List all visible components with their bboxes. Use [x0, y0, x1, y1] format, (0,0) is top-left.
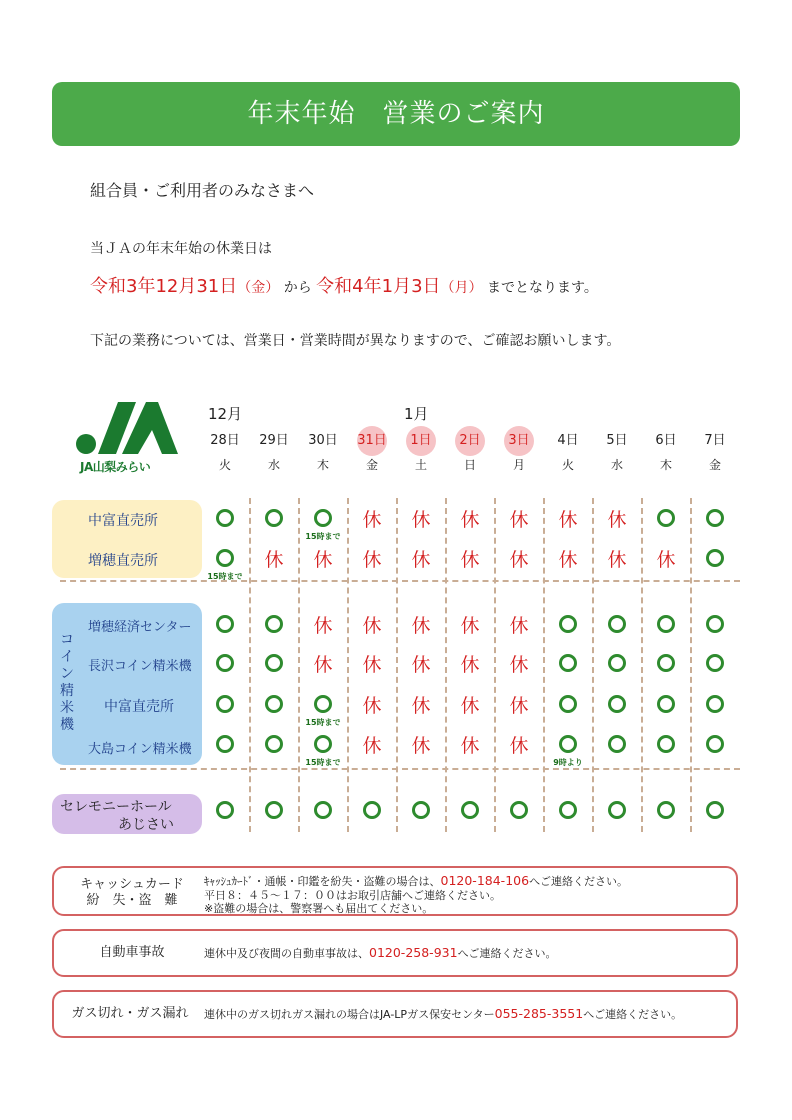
date-text: 1日: [410, 433, 432, 448]
open-circle-icon: [608, 654, 626, 672]
schedule-cell: [401, 543, 441, 577]
closed-mark: 休: [509, 735, 529, 757]
column-divider: [298, 498, 300, 832]
row-label-ceremony-2: あじさい: [118, 817, 174, 833]
schedule-cell: [646, 795, 686, 829]
schedule-cell: [597, 543, 637, 577]
closure-from: から: [283, 280, 312, 296]
schedule-cell: [597, 795, 637, 829]
schedule-cell: [352, 648, 392, 682]
column-divider: [641, 498, 643, 832]
closure-start: 令和3年12月31日: [90, 276, 238, 297]
closed-mark: 休: [411, 549, 431, 571]
schedule-cell: [254, 609, 294, 643]
open-circle-icon: [216, 549, 234, 567]
row-label-oshima: 大島コイン精米機: [88, 742, 192, 757]
closed-mark: 休: [313, 615, 333, 637]
closed-mark: 休: [460, 695, 480, 717]
schedule-cell: [548, 689, 588, 723]
schedule-cell: [254, 795, 294, 829]
schedule-cell: [450, 543, 490, 577]
schedule-cell: [499, 503, 539, 537]
hours-note: 9時より: [553, 758, 583, 767]
info-cashcard-line3: ※盗難の場合は、警察署へも届出てください。: [204, 902, 434, 915]
schedule-cell: [695, 503, 735, 537]
open-circle-icon: [216, 801, 234, 819]
date-label: [597, 426, 637, 456]
date-text: 28日: [210, 433, 240, 448]
column-divider: [543, 498, 545, 832]
closed-mark: 休: [460, 615, 480, 637]
schedule-cell: [401, 648, 441, 682]
closed-mark: 休: [460, 549, 480, 571]
date-text: 30日: [308, 433, 338, 448]
schedule-cell: [205, 543, 245, 581]
date-label: [499, 426, 539, 456]
logo-text: JA山梨みらい: [80, 460, 151, 474]
open-circle-icon: [706, 695, 724, 713]
column-divider: [396, 498, 398, 832]
closed-mark: 休: [460, 654, 480, 676]
schedule-cell: [352, 503, 392, 537]
schedule-cell: [695, 795, 735, 829]
info-car-line1-post: へご連絡ください。: [457, 947, 557, 960]
info-cashcard-line1: ｷｬｯｼｭｶｰﾄﾞ・通帳・印鑑を紛失・盗難の場合は、: [204, 875, 441, 888]
info-car-line1: 連休中及び夜間の自動車事故は、: [204, 947, 369, 960]
schedule-cell: [352, 689, 392, 723]
open-circle-icon: [216, 695, 234, 713]
closed-mark: 休: [411, 735, 431, 757]
greeting: 組合員・ご利用者のみなさまへ: [90, 181, 315, 200]
info-cashcard-line2: 平日８：４５～１７：００はお取引店舗へご連絡ください。: [204, 888, 501, 902]
closed-mark: 休: [313, 654, 333, 676]
weekday-label: 金: [365, 458, 378, 472]
schedule-cell: [303, 689, 343, 727]
schedule-cell: [597, 689, 637, 723]
intro-text: 当ＪＡの年末年始の休業日は: [90, 241, 272, 257]
date-text: 7日: [704, 433, 726, 448]
schedule-cell: [352, 795, 392, 829]
schedule-cell: [646, 648, 686, 682]
date-label: [646, 426, 686, 456]
schedule-cell: [597, 648, 637, 682]
schedule-cell: [450, 729, 490, 763]
schedule-cell: [499, 689, 539, 723]
row-label-nagasawa: 長沢コイン精米機: [88, 659, 192, 674]
info-label-car-accident: 自動車事故: [99, 945, 165, 960]
section-divider: [60, 768, 740, 770]
weekday-label: 日: [463, 458, 476, 472]
schedule-cell: [548, 795, 588, 829]
schedule-cell: [205, 648, 245, 682]
schedule-cell: [303, 503, 343, 541]
open-circle-icon: [559, 615, 577, 633]
schedule-cell: [646, 503, 686, 537]
open-circle-icon: [265, 695, 283, 713]
open-circle-icon: [265, 509, 283, 527]
schedule-cell: [548, 503, 588, 537]
weekday-label: 土: [414, 458, 427, 472]
schedule-cell: [303, 648, 343, 682]
schedule-cell: [597, 609, 637, 643]
open-circle-icon: [510, 801, 528, 819]
schedule-cell: [597, 729, 637, 763]
open-circle-icon: [265, 615, 283, 633]
info-text-car-accident: [204, 946, 557, 961]
date-text: 5日: [606, 433, 628, 448]
closed-mark: 休: [411, 695, 431, 717]
column-divider: [249, 498, 251, 832]
schedule-cell: [450, 503, 490, 537]
weekday-label: 火: [218, 458, 231, 472]
open-circle-icon: [216, 654, 234, 672]
schedule-cell: [548, 609, 588, 643]
open-circle-icon: [706, 735, 724, 753]
hours-note: 15時まで: [207, 572, 243, 581]
schedule-cell: [695, 729, 735, 763]
closed-mark: 休: [509, 549, 529, 571]
date-text: 2日: [459, 433, 481, 448]
closure-dates: [90, 272, 598, 298]
closed-mark: 休: [509, 654, 529, 676]
date-label: [548, 426, 588, 456]
month-label-jan: 1月: [404, 405, 429, 423]
row-label-nakatomi: 中富直売所: [88, 513, 158, 529]
schedule-cell: [450, 648, 490, 682]
hours-note: 15時まで: [305, 758, 341, 767]
schedule-cell: [646, 543, 686, 577]
date-label: [205, 426, 245, 456]
info-text-gas: [204, 1007, 682, 1022]
open-circle-icon: [559, 695, 577, 713]
schedule-cell: [450, 609, 490, 643]
schedule-cell: [254, 689, 294, 723]
open-circle-icon: [559, 654, 577, 672]
info-cashcard-phone: 0120-184-106: [440, 873, 530, 888]
schedule-cell: [695, 543, 735, 577]
schedule-cell: [401, 689, 441, 723]
schedule-cell: [205, 609, 245, 643]
row-label-nakatomi-mill: 中富直売所: [104, 699, 174, 715]
column-divider: [592, 498, 594, 832]
schedule-cell: [352, 543, 392, 577]
closed-mark: 休: [362, 549, 382, 571]
closed-mark: 休: [362, 654, 382, 676]
date-label: [401, 426, 441, 456]
closed-mark: 休: [607, 549, 627, 571]
closed-mark: 休: [362, 735, 382, 757]
info-box-cashcard: [52, 866, 738, 916]
hours-note: 15時まで: [305, 532, 341, 541]
closed-mark: 休: [460, 509, 480, 531]
date-text: 29日: [259, 433, 289, 448]
schedule-cell: [303, 795, 343, 829]
schedule-cell: [499, 543, 539, 577]
open-circle-icon: [265, 801, 283, 819]
schedule-cell: [401, 503, 441, 537]
schedule-cell: [303, 543, 343, 577]
open-circle-icon: [216, 735, 234, 753]
info-box-car-accident: [52, 929, 738, 977]
schedule-cell: [205, 689, 245, 723]
open-circle-icon: [216, 615, 234, 633]
column-divider: [494, 498, 496, 832]
open-circle-icon: [363, 801, 381, 819]
open-circle-icon: [559, 801, 577, 819]
weekday-label: 金: [708, 458, 721, 472]
weekday-label: 木: [659, 458, 672, 472]
weekday-label: 水: [267, 458, 280, 472]
open-circle-icon: [657, 695, 675, 713]
info-label-gas: ガス切れ・ガス漏れ: [71, 1006, 189, 1021]
closed-mark: 休: [362, 695, 382, 717]
schedule-cell: [695, 609, 735, 643]
schedule-cell: [646, 689, 686, 723]
date-label: [254, 426, 294, 456]
schedule-cell: [254, 729, 294, 763]
notice-text: 下記の業務については、営業日・営業時間が異なりますので、ご確認お願いします。: [90, 333, 621, 349]
open-circle-icon: [265, 735, 283, 753]
date-text: 4日: [557, 433, 579, 448]
open-circle-icon: [706, 549, 724, 567]
open-circle-icon: [706, 509, 724, 527]
open-circle-icon: [314, 735, 332, 753]
closed-mark: 休: [362, 615, 382, 637]
open-circle-icon: [657, 509, 675, 527]
closed-mark: 休: [509, 695, 529, 717]
row-label-masuho: 増穂直売所: [88, 553, 158, 569]
info-gas-line1: 連休中のガス切れガス漏れの場合はJA-LPガス保安センター: [204, 1008, 495, 1021]
schedule-cell: [205, 729, 245, 763]
schedule-cell: [401, 795, 441, 829]
column-divider: [690, 498, 692, 832]
schedule-cell: [254, 648, 294, 682]
open-circle-icon: [657, 615, 675, 633]
schedule-cell: [205, 503, 245, 537]
info-text-cashcard: [204, 874, 628, 916]
row-label-ceremony: セレモニーホール: [60, 799, 172, 815]
open-circle-icon: [559, 735, 577, 753]
info-gas-phone: 055-285-3551: [494, 1006, 584, 1021]
closed-mark: 休: [460, 735, 480, 757]
open-circle-icon: [216, 509, 234, 527]
date-text: 31日: [357, 433, 387, 448]
info-cashcard-line1-post: へご連絡ください。: [529, 875, 629, 888]
schedule-cell: [499, 795, 539, 829]
weekday-label: 木: [316, 458, 329, 472]
closed-mark: 休: [264, 549, 284, 571]
closure-suffix: までとなります。: [486, 280, 598, 296]
schedule-cell: [450, 795, 490, 829]
closed-mark: 休: [411, 509, 431, 531]
page-title-banner: 年末年始 営業のご案内: [52, 82, 740, 146]
open-circle-icon: [608, 615, 626, 633]
closed-mark: 休: [411, 615, 431, 637]
closed-mark: 休: [509, 509, 529, 531]
open-circle-icon: [314, 509, 332, 527]
closed-mark: 休: [656, 549, 676, 571]
info-label-lost-stolen: 紛 失・盗 難: [86, 893, 178, 908]
date-label: [303, 426, 343, 456]
info-car-phone: 0120-258-931: [369, 945, 458, 960]
open-circle-icon: [608, 695, 626, 713]
closed-mark: 休: [362, 509, 382, 531]
open-circle-icon: [314, 801, 332, 819]
open-circle-icon: [657, 654, 675, 672]
weekday-label: 月: [512, 458, 525, 472]
open-circle-icon: [706, 801, 724, 819]
schedule-cell: [352, 609, 392, 643]
open-circle-icon: [706, 615, 724, 633]
schedule-cell: [695, 648, 735, 682]
closed-mark: 休: [411, 654, 431, 676]
schedule-cell: [303, 609, 343, 643]
schedule-cell: [254, 503, 294, 537]
date-label: [695, 426, 735, 456]
closure-end-dow: （月）: [440, 280, 483, 296]
schedule-cell: [646, 729, 686, 763]
info-gas-line1-post: へご連絡ください。: [583, 1008, 683, 1021]
date-label: [352, 426, 392, 456]
schedule-cell: [303, 729, 343, 767]
open-circle-icon: [461, 801, 479, 819]
schedule-cell: [499, 609, 539, 643]
schedule-cell: [548, 648, 588, 682]
closed-mark: 休: [313, 549, 333, 571]
schedule-cell: [548, 729, 588, 767]
info-label-cashcard: キャッシュカード: [80, 877, 184, 892]
closure-start-dow: （金）: [237, 280, 280, 296]
open-circle-icon: [314, 695, 332, 713]
schedule-cell: [646, 609, 686, 643]
schedule-cell: [695, 689, 735, 723]
row-label-masuho-keizai: 増穂経済センター: [88, 620, 192, 635]
closed-mark: 休: [607, 509, 627, 531]
date-label: [450, 426, 490, 456]
open-circle-icon: [608, 801, 626, 819]
closure-end: 令和4年1月3日: [316, 276, 441, 297]
schedule-cell: [548, 543, 588, 577]
rice-mill-group-label: コイン精米機: [60, 632, 74, 733]
date-text: 3日: [508, 433, 530, 448]
column-divider: [445, 498, 447, 832]
closed-mark: 休: [509, 615, 529, 637]
schedule-cell: [401, 729, 441, 763]
weekday-label: 火: [561, 458, 574, 472]
schedule-cell: [499, 648, 539, 682]
open-circle-icon: [412, 801, 430, 819]
schedule-cell: [352, 729, 392, 763]
schedule-cell: [254, 543, 294, 577]
hours-note: 15時まで: [305, 718, 341, 727]
open-circle-icon: [265, 654, 283, 672]
schedule-cell: [205, 795, 245, 829]
month-label-dec: 12月: [208, 405, 243, 423]
schedule-cell: [401, 609, 441, 643]
date-text: 6日: [655, 433, 677, 448]
section-divider: [60, 580, 740, 582]
weekday-label: 水: [610, 458, 623, 472]
info-box-gas: [52, 990, 738, 1038]
column-divider: [347, 498, 349, 832]
open-circle-icon: [657, 801, 675, 819]
schedule-cell: [499, 729, 539, 763]
schedule-cell: [597, 503, 637, 537]
schedule-cell: [450, 689, 490, 723]
closed-mark: 休: [558, 509, 578, 531]
closed-mark: 休: [558, 549, 578, 571]
open-circle-icon: [706, 654, 724, 672]
open-circle-icon: [608, 735, 626, 753]
open-circle-icon: [657, 735, 675, 753]
